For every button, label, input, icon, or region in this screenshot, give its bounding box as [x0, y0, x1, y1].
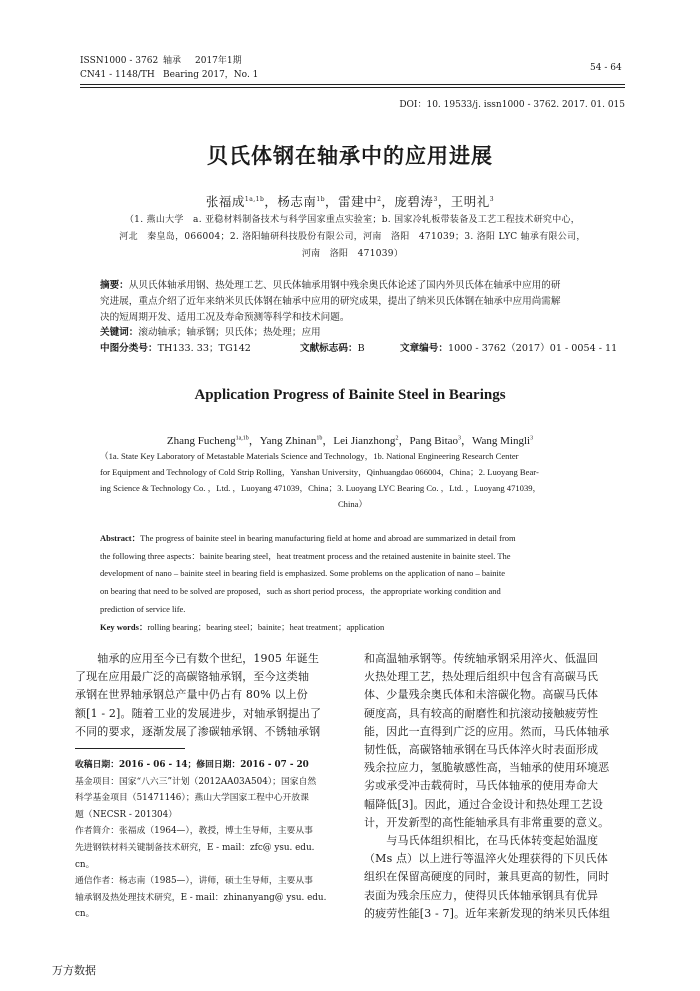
- affiliation-en-line: ing Science & Technology Co. ，Ltd. ，Luoyang 471039，China；3. Luoyang LYC Bearing Co. ，Ltd. ，Luoyang 471039，: [100, 483, 542, 493]
- abstract-en-line: Abstract：The progress of bainite steel in bearing manufacturing field at home and abroad are summarized in detail from: [100, 533, 516, 543]
- body-line: 幅降低[3]。因此，通过合金设计和热处理工艺设: [364, 797, 604, 811]
- title-zh: 贝氏体钢在轴承中的应用进展: [207, 143, 493, 168]
- abstract-zh-line: 究进展，重点介绍了近年来纳米贝氏体钢在轴承中应用的研究成果，提出了纳米贝氏体钢在轴承中应用尚需解: [100, 295, 561, 307]
- footnote-line: 基金项目：国家“八六三”计划（2012AA03A504）；国家自然: [75, 776, 317, 787]
- footnote-line: 题（NECSR - 201304）: [75, 809, 178, 820]
- header-rule-thick: [80, 84, 625, 85]
- affiliations-en: [100, 448, 605, 512]
- footer-watermark: 万方数据: [52, 964, 96, 977]
- header-journal-zh: 轴承: [163, 56, 182, 66]
- body-line: 能，因此一直得到广泛的应用。然而，马氏体轴承: [364, 724, 610, 738]
- body-line: 韧性低，高碳铬轴承钢在马氏体淬火时表面形成: [364, 743, 599, 757]
- header-issue-en: Bearing 2017，No. 1: [163, 70, 259, 80]
- header-issn: ISSN1000 - 3762: [80, 56, 159, 66]
- header-cn: CN41 - 1148/TH: [80, 70, 155, 80]
- abstract-zh-line: 决的短周期开发、适用工况及寿命预测等科学和技术问题。: [100, 311, 350, 323]
- article-no-value: 1000 - 3762（2017）01 - 0054 - 11: [447, 343, 618, 355]
- footnote-received: 收稿日期：2016 - 06 - 14；修回日期：2016 - 07 - 20: [75, 760, 309, 770]
- clc-value: TH133. 33；TG142: [157, 343, 251, 355]
- abstract-en-line: the following three aspects：bainite bearing steel，heat treatment process and the retained austenite in bainite steel. The: [100, 550, 511, 561]
- abstract-zh-line: 摘要：从贝氏体轴承用钢、热处理工艺、贝氏体轴承用钢中残余奥氏体论述了国内外贝氏体在轴承中应用的研: [100, 280, 561, 291]
- body-line: 火热处理工艺，热处理后组织中包含有高碳马氏: [364, 670, 599, 684]
- affiliation-en-line: （1a. State Key Laboratory of Metastable Materials Science and Technology，1b. National Engineering Research Center: [100, 451, 519, 461]
- title-en: Application Progress of Bainite Steel in Bearings: [194, 387, 506, 403]
- body-right-column: [364, 650, 634, 923]
- affiliation-line: （1. 燕山大学 a. 亚稳材料制备技术与科学国家重点实验室；b. 国家冷轧板带装备及工艺工程技术研究中心，: [124, 215, 581, 225]
- header-pages: 54 - 64: [590, 63, 622, 73]
- affiliation-en-line: China）: [337, 499, 368, 509]
- abstract-zh: [100, 278, 618, 357]
- body-line: 组织在保留高硬度的同时，兼具更高的韧性，同时: [364, 870, 610, 884]
- body-line: 额[1 - 2]。随着工业的发展进步，对轴承钢提出了: [75, 706, 322, 720]
- affiliations-zh: [80, 212, 625, 263]
- body-line: 与马氏体组织相比，在马氏体转变起始温度: [364, 834, 599, 848]
- body-line: 的疲劳性能[3 - 7]。近年来新发现的纳米贝氏体组: [364, 906, 611, 920]
- footnote-line: 轴承钢及热处理技术研究，E - mail：zhinanyang@ ysu. edu.: [75, 892, 327, 903]
- footnote-line: 作者简介：张福成（1964—），教授，博士生导师，主要从事: [75, 826, 313, 837]
- footnote-line: 通信作者：杨志南（1985—），讲师，硕士生导师，主要从事: [75, 876, 313, 887]
- classification-line: [100, 341, 618, 357]
- abstract-en: [100, 530, 605, 636]
- body-line: 和高温轴承钢等。传统轴承钢采用淬火、低温回: [364, 652, 599, 665]
- body-line: 不同的要求，逐渐发展了渗碳轴承钢、不锈轴承钢: [75, 724, 321, 738]
- keywords-en: Key words：rolling bearing；bearing steel；bainite；heat treatment；application: [100, 621, 385, 632]
- body-line: 轴承的应用至今已有数个世纪，1905 年诞生: [75, 652, 320, 665]
- article-no-label: 文章编号：: [400, 343, 448, 355]
- header-rule-thin: [80, 87, 625, 88]
- header-issue-zh: 2017年1期: [195, 56, 242, 66]
- abstract-zh-label: 摘要：: [100, 280, 129, 291]
- body-line: 硬度高，具有较高的耐磨性和抗滚动接触疲劳性: [364, 706, 599, 720]
- abstract-en-line: on bearing that need to be solved are proposed，such as short period process，the appropriate working condition and: [100, 586, 501, 597]
- affiliation-line: 河南 洛阳 471039）: [301, 249, 404, 259]
- clc-label: 中图分类号：: [100, 343, 158, 355]
- affiliation-line: 河北 秦皇岛，066004；2. 洛阳轴研科技股份有限公司，河南 洛阳 471039；3. 洛阳 LYC 轴承有限公司，: [119, 232, 586, 242]
- footnote-line: 先进钢铁材料关键制备技术研究，E - mail：zfc@ ysu. edu.: [75, 842, 315, 853]
- body-line: 计，开发新型的高性能轴承具有非常重要的意义。: [364, 815, 610, 829]
- footnote-rule: [75, 748, 185, 749]
- abstract-en-line: prediction of service life.: [100, 603, 186, 614]
- body-line: 表面为残余压应力，使得贝氏体轴承钢具有优异: [364, 888, 599, 902]
- body-left-column: [75, 650, 345, 741]
- body-line: 残余拉应力，氢脆敏感性高，当轴承的使用环境恶: [364, 761, 610, 775]
- doi: DOI：10. 19533/j. issn1000 - 3762. 2017. 01. 015: [399, 100, 625, 110]
- doc-code-label: 文献标志码：: [300, 343, 358, 355]
- abstract-en-label: Abstract：: [100, 533, 141, 543]
- body-line: 承钢在世界轴承钢总产量中仍占有 80% 以上份: [75, 688, 308, 702]
- footnote-line: 科学基金项目（51471146）；燕山大学国家工程中心开放课: [75, 793, 309, 804]
- footnote-line: cn。: [75, 909, 95, 920]
- authors-zh: 张福成$^{1a,1b}$，杨志南$^{1b}$，雷建中$^2$，庞碧涛$^3$，王明礼$^3$: [205, 194, 495, 209]
- body-line: 劣或承受冲击载荷时，马氏体轴承的使用寿命大: [364, 779, 599, 793]
- doc-code-value: B: [357, 343, 365, 355]
- body-line: 体、少量残余奥氏体和未溶碳化物。高碳马氏体: [364, 688, 599, 702]
- affiliation-en-line: for Equipment and Technology of Cold Strip Rolling，Yanshan University，Qinhuangdao 066004，China；2. Luoyang Bear-: [100, 467, 539, 477]
- body-line: 了现在应用最广泛的高碳铬轴承钢，至今这类轴: [75, 670, 310, 684]
- body-line: （Ms 点）以上进行等温淬火处理获得的下贝氏体: [364, 852, 608, 866]
- footnote-line: cn。: [75, 859, 95, 870]
- abstract-en-line: development of nano – bainite steel in bearing field is emphasized. Some problems on the application of nano – bainite: [100, 568, 506, 579]
- footnote: [75, 757, 345, 923]
- keywords-zh: 关键词：滚动轴承；轴承钢；贝氏体；热处理；应用: [100, 327, 321, 339]
- authors-en: Zhang Fucheng$^{1a,1b}$，Yang Zhinan$^{1b}$，Lei Jianzhong$^2$，Pang Bitao$^3$，Wang Mingli$^3$: [166, 435, 534, 447]
